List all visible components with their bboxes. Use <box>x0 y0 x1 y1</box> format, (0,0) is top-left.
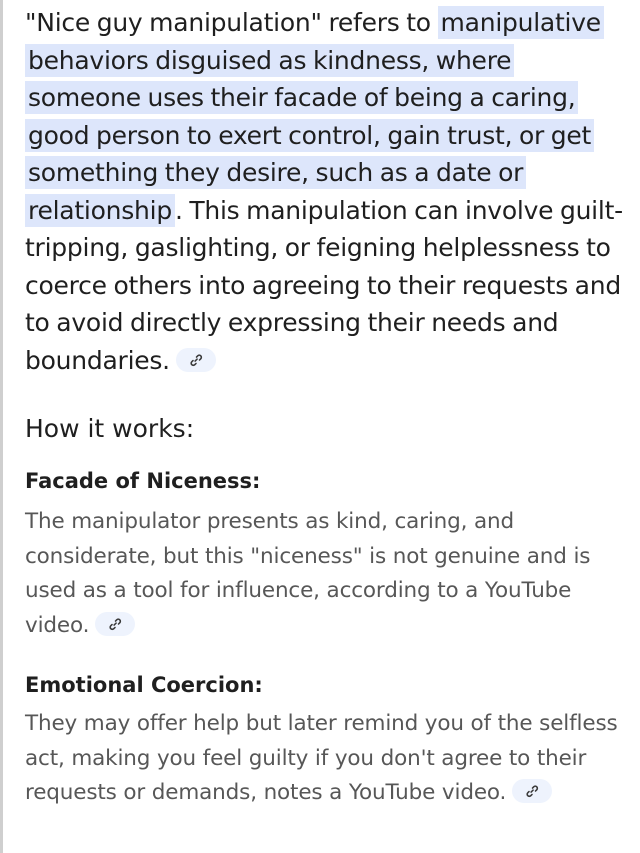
intro-text-start: "Nice guy manipulation" refers to <box>25 8 438 37</box>
point-text-coercion: They may offer help but later remind you of the selfless act, making you feel guilty if you don't agree to their requests or demands, notes a YouTube video. <box>25 711 618 805</box>
source-link-button[interactable] <box>512 779 552 803</box>
link-icon <box>189 353 203 367</box>
point-title-coercion: Emotional Coercion: <box>25 673 263 697</box>
left-divider <box>0 0 3 853</box>
link-icon <box>108 617 122 631</box>
point-title-facade: Facade of Niceness: <box>25 469 261 493</box>
section-heading: How it works: <box>25 414 195 443</box>
source-link-button[interactable] <box>176 348 216 372</box>
intro-paragraph <box>25 4 623 379</box>
point-body-coercion <box>25 707 623 811</box>
point-text-facade: The manipulator presents as kind, caring, and considerate, but this "niceness" is not genuine and is used as a tool for influence, according to a YouTube video. <box>25 509 591 638</box>
point-body-facade <box>25 505 623 643</box>
source-link-button[interactable] <box>95 612 135 636</box>
link-icon <box>525 784 539 798</box>
intro-text-end: . This manipulation can involve guilt-tripping, gaslighting, or feigning helplessness to coerce others into agreeing to their requests and to avoid directly expressing their needs and boundaries. <box>25 195 623 375</box>
highlighted-definition: manipulative behaviors disguised as kindness, where someone uses their facade of being a caring, good person to exert control, gain trust, or get something they desire, such as a date or relationship <box>25 6 604 227</box>
